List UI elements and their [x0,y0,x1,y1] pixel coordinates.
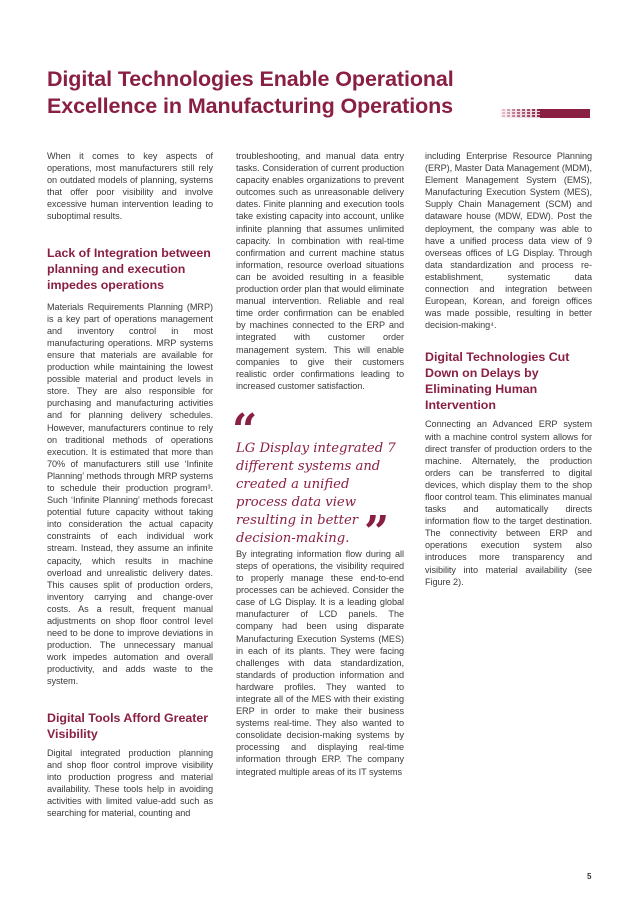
visibility-paragraph: Digital integrated production planning and shop floor control improve visibility into production progress and material availability. These tools help in avoiding activities with limited value-add such as searching for material, counting and [47,747,213,819]
open-quote-mark: “ [232,404,258,456]
section-heading-integration: Lack of Integration between planning and execution impedes operations [47,245,211,292]
pull-quote [232,404,404,558]
erp-paragraph: including Enterprise Resource Planning (ERP), Master Data Management (MDM), Element Management System (EMS), Manufacturing Execution System (MES), Supply Chain Management (SCM) and dataware house (MDW, EDW). Post the deployment, the company was able to have a unified process data view of 9 overseas offices of LG Display. Through data standardization and process re-establishment, systematic data connection and integration between European, Korean, and foreign offices was made possible, resulting in better decision-making⁴. [425,151,592,331]
title-decoration-bar [500,109,590,118]
intro-paragraph: When it comes to key aspects of operations, most manufacturers still rely on outdated models of planning, systems that offer poor visibility and involve excessive human intervention leading to suboptimal results. [47,151,213,222]
delays-paragraph: Connecting an Advanced ERP system with a machine control system allows for direct transfer of production orders to the machine. Alternately, the production orders can be transferred to digital devices, which display them to the shop floor control team. This eliminates manual tasks and automatically directs information flow to the target destination. The connectivity between ERP and operations execution system also introduces more transparency and visibility into material availability (see Figure 2). [425,419,592,587]
lg-display-paragraph: By integrating information flow during all steps of operations, the visibility required to properly manage these end-to-end processes can be achieved. Consider the case of LG Display. It is a leading global manufacturer of LCD panels. The company had been using disparate Manufacturing Execution Systems (MES) in each of its plants. They were facing challenges with data standardization, standards of production information and hardware profiles. They wanted to integrate all of the MES with their existing ERP in order to make their business systems real-time. They also wanted to consolidate decision-making systems by processing and displaying real-time information through ERP. The company integrated multiple areas of its IT systems [236,548,404,777]
page-title: Digital Technologies Enable Operational Excellence in Manufacturing Operations [47,67,454,118]
column-1 [47,150,213,819]
pull-quote-text: LG Display integrated 7 different systems and created a unified process data view resulting in better decision-making. [236,440,396,546]
column-3 [425,150,592,588]
integration-paragraph: Materials Requirements Planning (MRP) is a key part of operations management and inventory control in most manufacturing operations. MRP systems ensure that materials are available for production while maintaining the lowest possible material and product levels in store. They are also responsible for purchasing and manufacturing activities and for planning delivery schedules. However, manufacturers continue to rely on traditional methods of operations execution. It is estimated that more than 70% of manufacturers still use ‘Infinite Planning’ methods through MRP systems to schedule their production program³. Such ‘Infinite Planning’ methods forecast potential future capacity without taking into consideration the actual capacity constraints of each individual work stream. Instead, they assume an infinite capacity, which results in machine overload and unrealistic delivery dates. This causes split of production orders, inventory carrying and change-over costs. As a result, frequent manual adjustments on shop floor control level need to be done to improve deviations in production. The unnecessary manual work impedes automation and overall productivity, and adds waste to the system. [47,301,213,687]
close-quote-mark: ” [364,506,390,558]
column-2 [232,150,404,778]
section-heading-visibility: Digital Tools Afford Greater Visibility [47,710,209,741]
section-heading-delays: Digital Technologies Cut Down on Delays by Eliminating Human Intervention [425,350,570,413]
page-number: 5 [587,872,592,881]
troubleshooting-paragraph: troubleshooting, and manual data entry tasks. Consideration of current production capacity enables organizations to prevent outcomes such as unreasonable delivery dates. Finite planning and execution tools take existing capacity into account, unlike infinite planning that assumes unlimited capacity. In combination with real-time confirmation and current machine status information, resource overload situations can be avoided resulting in a feasible production order plan that would eliminate manual intervention. Reliable and real time order confirmation can be enabled by machines connected to the ERP and integrated with customer order management system. This will enable companies to give their customers realistic order confirmations leading to increased customer satisfaction. [236,151,404,391]
